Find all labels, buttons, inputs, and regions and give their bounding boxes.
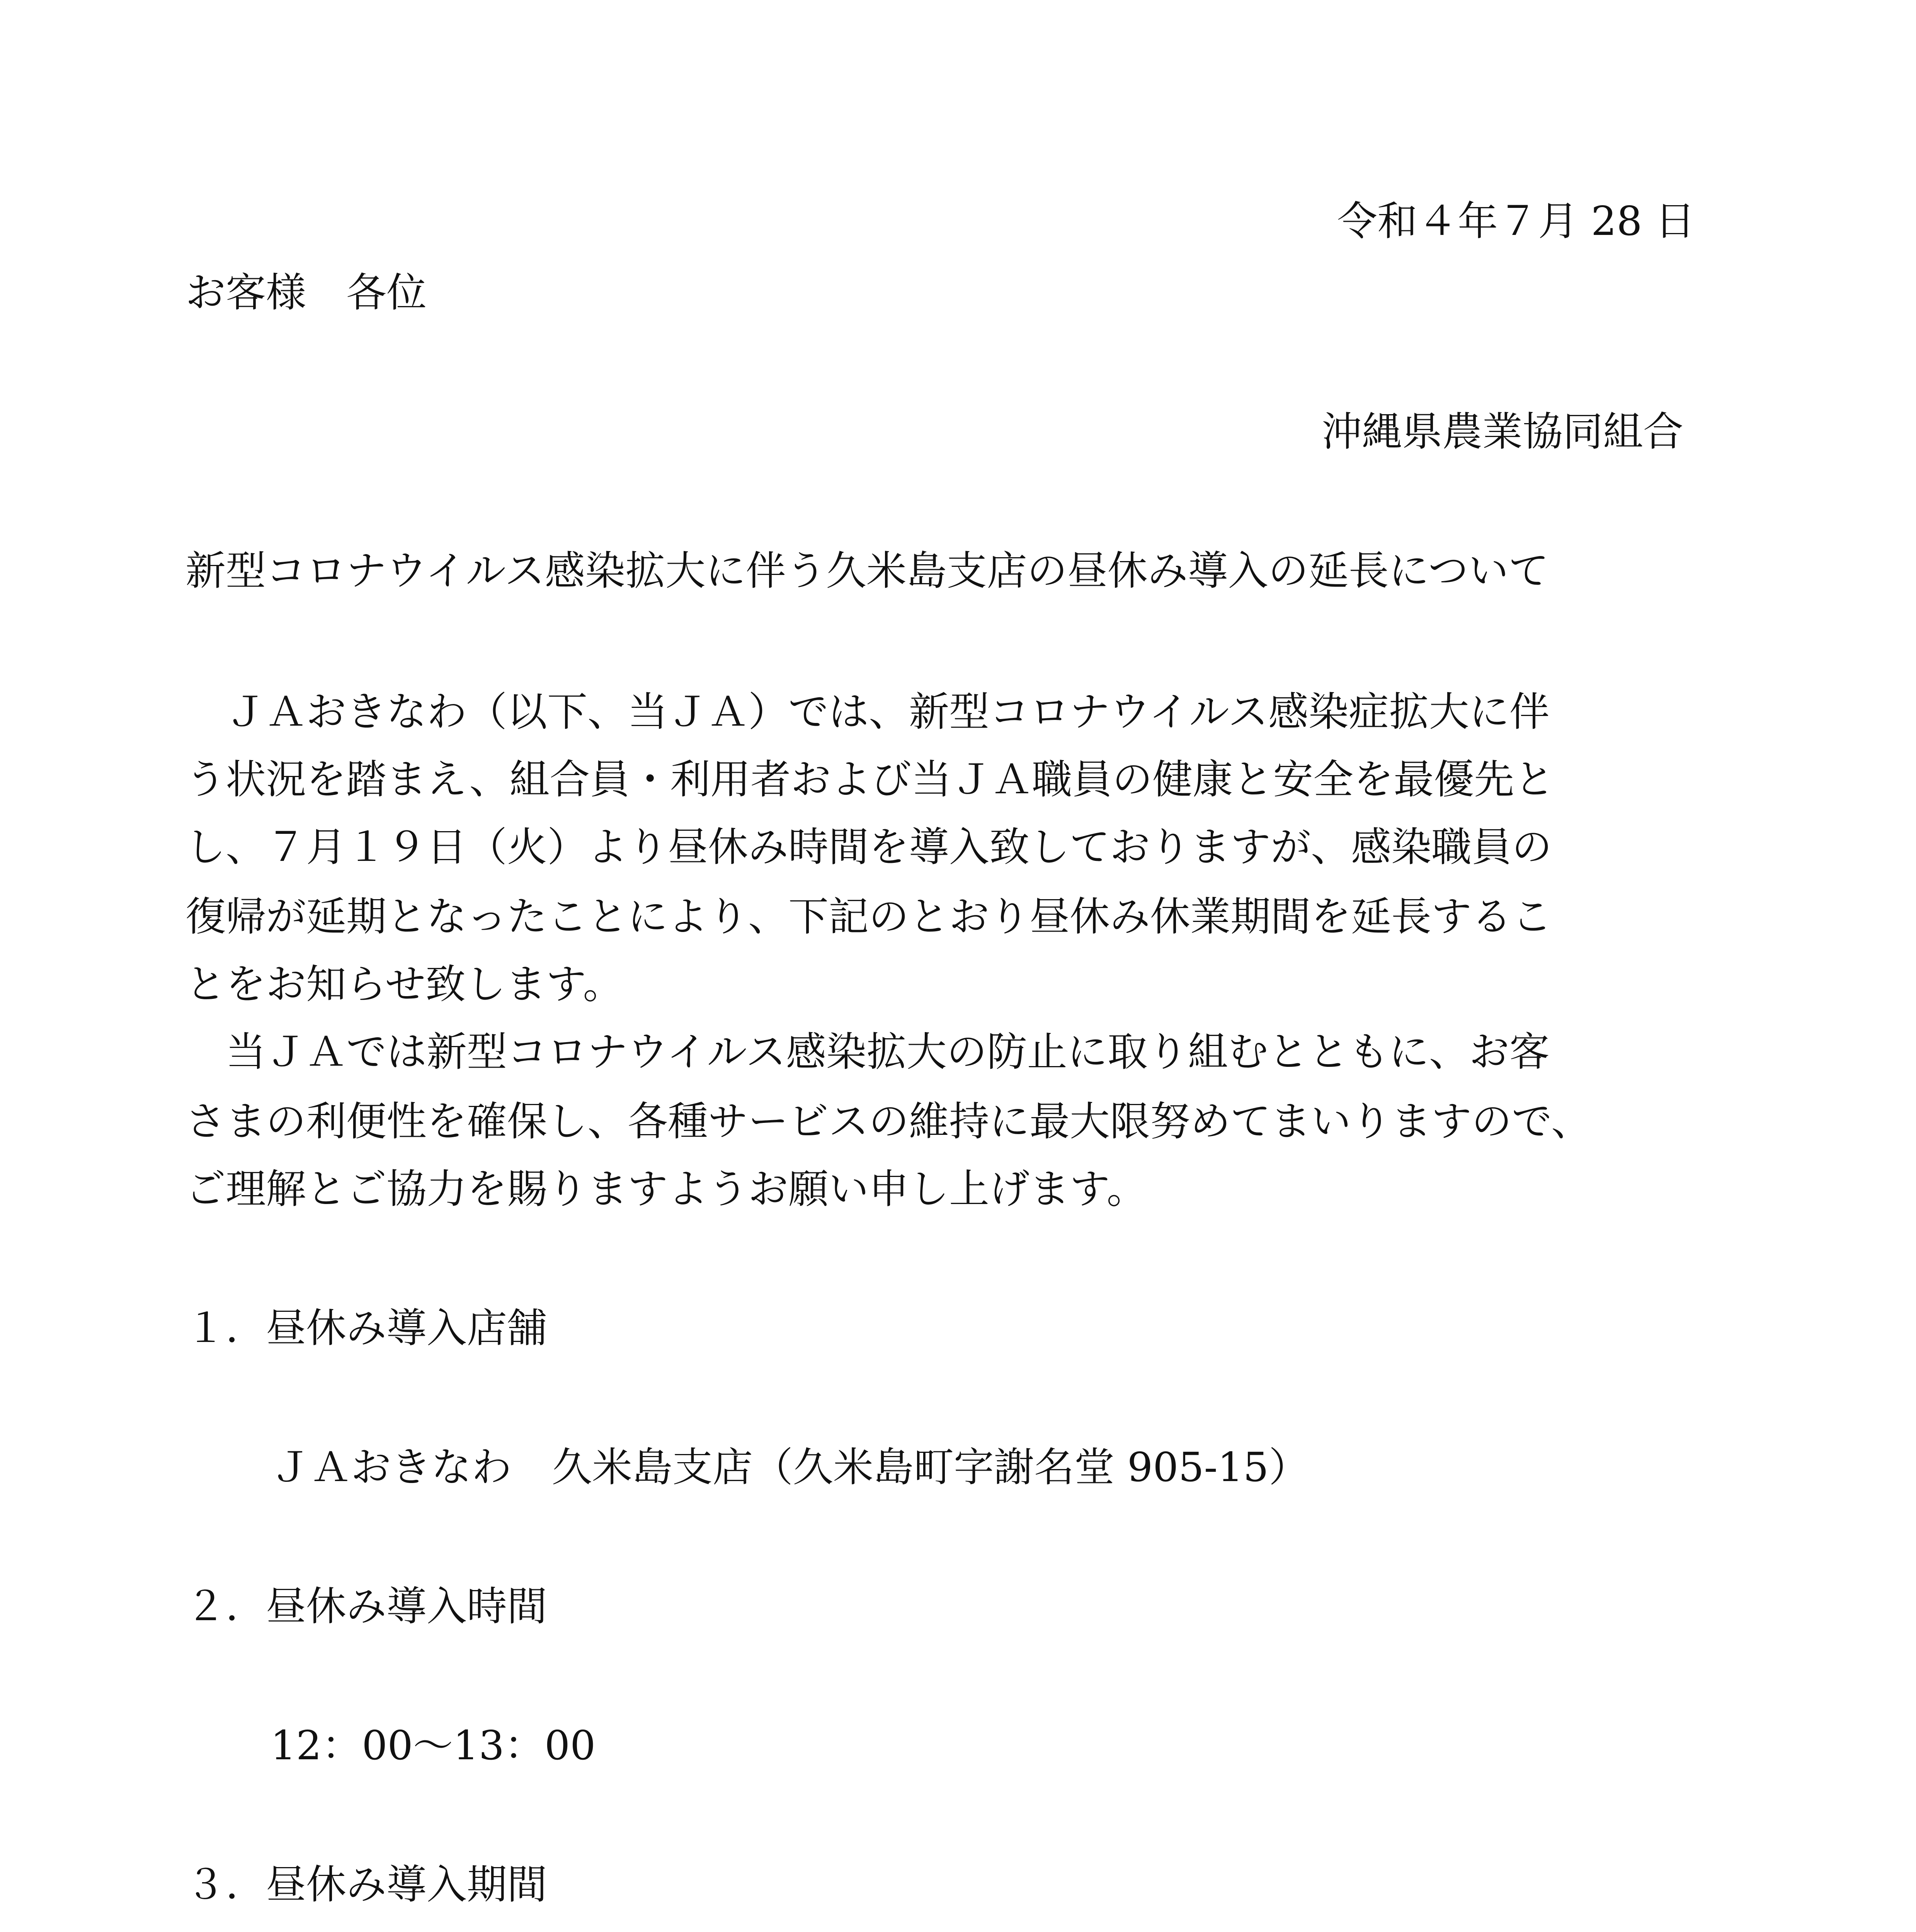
section-heading-time: ２．昼休み導入時間 bbox=[185, 1583, 548, 1630]
body-line: 当ＪＡでは新型コロナウイルス感染拡大の防止に取り組むとともに、お客 bbox=[185, 1028, 1550, 1075]
recipient-line: お客様 各位 bbox=[185, 269, 427, 316]
body-line: ＪＡおきなわ（以下、当ＪＡ）では、新型コロナウイルス感染症拡大に伴 bbox=[185, 688, 1550, 735]
body-line: 復帰が延期となったことにより、下記のとおり昼休み休業期間を延長するこ bbox=[185, 893, 1552, 940]
section-content-store: ＪＡおきなわ 久米島支店（久米島町字謝名堂 905-15） bbox=[271, 1444, 1309, 1491]
section-heading-store: １．昼休み導入店舗 bbox=[185, 1304, 548, 1352]
sender-organization: 沖縄県農業協同組合 bbox=[1322, 408, 1684, 455]
document-title: 新型コロナウイルス感染拡大に伴う久米島支店の昼休み導入の延長について bbox=[185, 547, 1549, 594]
section-heading-period: ３．昼休み導入期間 bbox=[185, 1861, 548, 1908]
section-content-time: 12：00～13：00 bbox=[271, 1722, 596, 1769]
body-line: し、７月１９日（火）より昼休み時間を導入致しておりますが、感染職員の bbox=[185, 823, 1552, 871]
body-line: ご理解とご協力を賜りますようお願い申し上げます。 bbox=[185, 1165, 1147, 1213]
document-date: 令和４年７月 28 日 bbox=[1337, 197, 1695, 245]
body-line: とをお知らせ致します。 bbox=[185, 961, 623, 1008]
body-line: さまの利便性を確保し、各種サービスの維持に最大限努めてまいりますので、 bbox=[185, 1098, 1591, 1145]
body-line: う状況を踏まえ、組合員・利用者および当ＪＡ職員の健康と安全を最優先と bbox=[185, 756, 1555, 803]
